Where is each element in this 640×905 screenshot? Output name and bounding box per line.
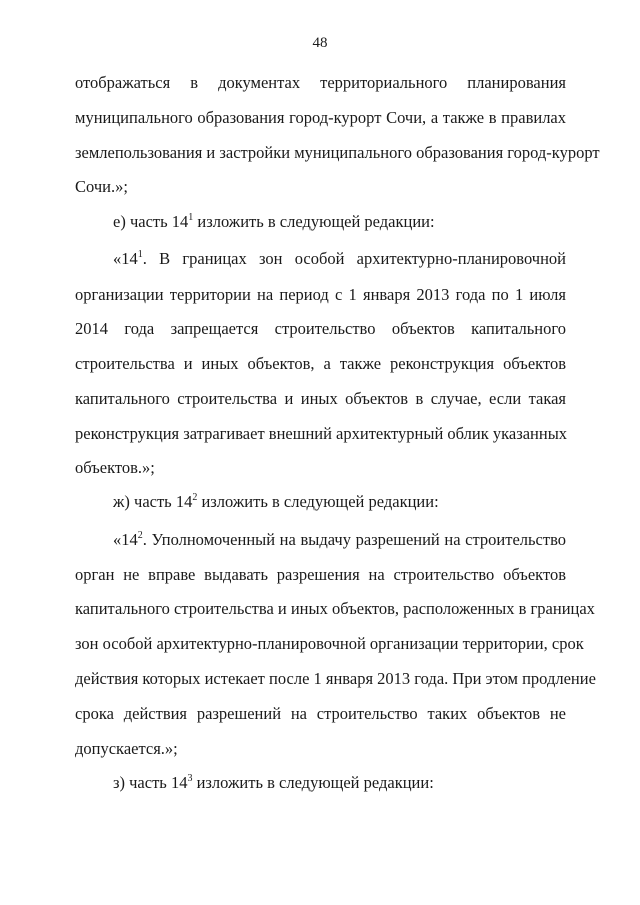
- text-line: землепользования и застройки муниципального образования город-курорт: [75, 143, 600, 162]
- paragraph-14-1-superscript: 1: [137, 249, 143, 260]
- text-line: зон особой архитектурно-планировочной организации территории, срок: [75, 634, 584, 653]
- text-line: отображаться в документах территориального планирования: [75, 73, 566, 92]
- text-line: капитального строительства и иных объектов, расположенных в границах: [75, 599, 595, 618]
- page-number: 48: [312, 35, 328, 51]
- paragraph-14-1-text: . В границах зон особой архитектурно-планировочной: [142, 249, 566, 268]
- text-line: допускается.»;: [75, 739, 178, 758]
- text-line: срока действия разрешений на строительство таких объектов не: [75, 704, 566, 723]
- clause-z-text-end: изложить в следующей редакции:: [192, 773, 434, 792]
- text-line: реконструкция затрагивает внешний архитектурный облик указанных: [75, 424, 568, 443]
- clause-zh-heading: [113, 491, 566, 513]
- clause-z-text: з) часть 14: [113, 773, 188, 792]
- text-line: капитального строительства и иных объектов в случае, если такая: [75, 389, 566, 408]
- text-line: Сочи.»;: [75, 177, 128, 196]
- paragraph-14-2-text: . Уполномоченный на выдачу разрешений на строительство: [142, 530, 566, 549]
- clause-zh-text: ж) часть 14: [113, 492, 193, 511]
- text-line: 2014 года запрещается строительство объектов капитального: [75, 319, 566, 338]
- clause-zh-text-end: изложить в следующей редакции:: [197, 492, 439, 511]
- text-line: строительства и иных объектов, а также реконструкция объектов: [75, 354, 566, 373]
- clause-e-text: е) часть 14: [113, 212, 189, 231]
- text-line: муниципального образования город-курорт Сочи, а также в правилах: [75, 108, 566, 127]
- clause-zh-superscript: 2: [192, 492, 198, 503]
- paragraph-14-1-number: «$14^1$: [113, 249, 143, 268]
- clause-e-text-end: изложить в следующей редакции:: [193, 212, 435, 231]
- clause-z-heading: [113, 772, 566, 794]
- paragraph-14-2-superscript: 2: [137, 530, 143, 541]
- text-line: орган не вправе выдавать разрешения на строительство объектов: [75, 565, 566, 584]
- paragraph-14-2-first-line: [113, 529, 566, 551]
- clause-e-heading: [113, 211, 566, 233]
- paragraph-14-1-first-line: [113, 248, 566, 270]
- paragraph-14-2-number: «$14^2$: [113, 530, 143, 549]
- text-line: организации территории на период с 1 января 2013 года по 1 июля: [75, 285, 566, 304]
- clause-e-superscript: 1: [188, 212, 194, 223]
- text-line: действия которых истекает после 1 января 2013 года. При этом продление: [75, 669, 596, 688]
- clause-z-superscript: 3: [187, 773, 193, 784]
- text-line: объектов.»;: [75, 458, 155, 477]
